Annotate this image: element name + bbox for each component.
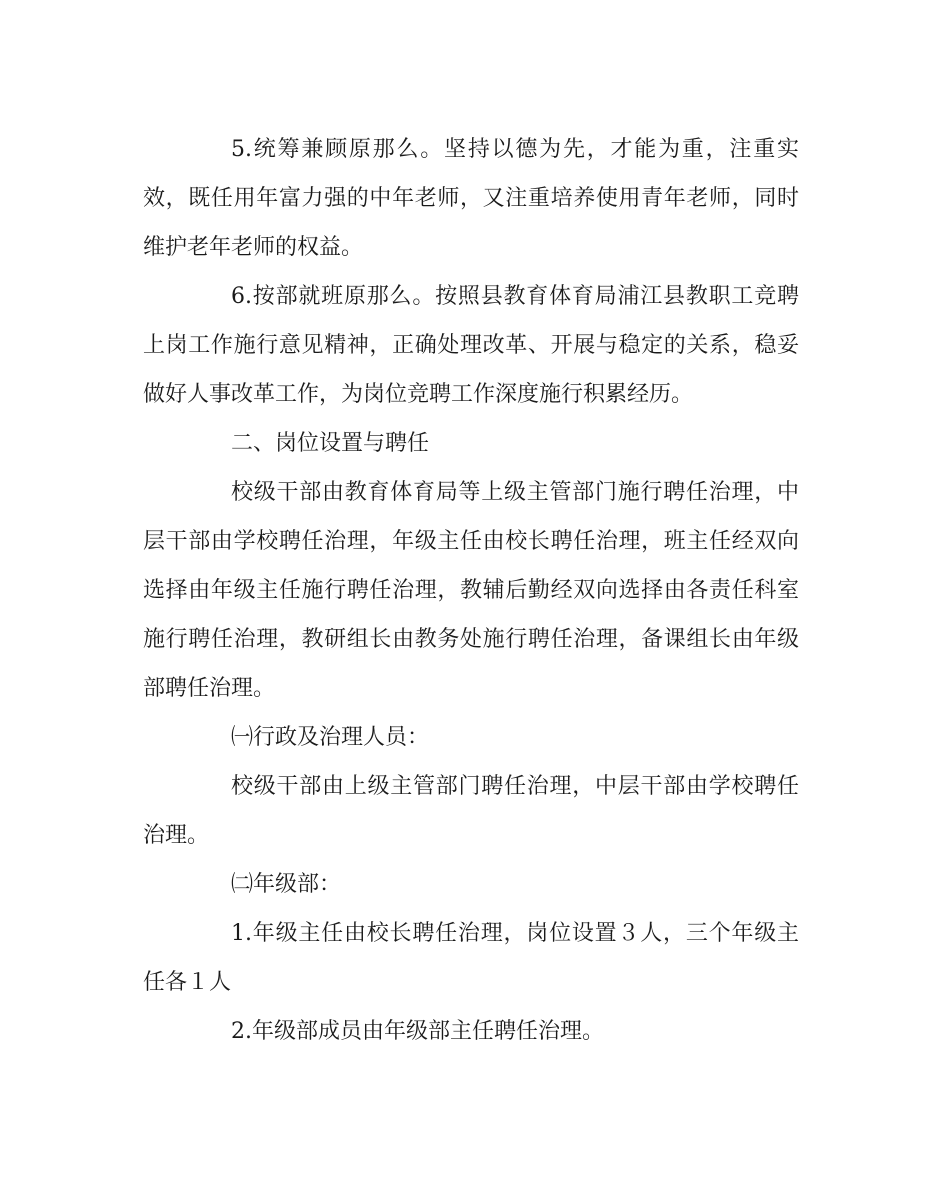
subheading-grade-department: ㈡年级部： <box>231 872 342 897</box>
paragraph-grade-item-2: 2.年级部成员由年级部主任聘任治理。 <box>231 1019 604 1044</box>
paragraph-grade-item-1: 1.年级主任由校长聘任治理，岗位设置３人，三个年级主任各１人 <box>143 921 799 995</box>
paragraph-principle-5: 5.统筹兼顾原那么。坚持以德为先，才能为重，注重实效，既任用年富力强的中年老师，又注重培养使用青年老师，同时维护老年老师的权益。 <box>143 137 799 260</box>
paragraph-administration: 校级干部由上级主管部门聘任治理，中层干部由学校聘任治理。 <box>143 774 799 848</box>
paragraph-appointment-overview: 校级干部由教育体育局等上级主管部门施行聘任治理，中层干部由学校聘任治理，年级主任由校长聘任治理，班主任经双向选择由年级主任施行聘任治理，教辅后勤经双向选择由各责任科室施行聘任治理，教研组长由教务处施行聘任治理，备课组长由年级部聘任治理。 <box>143 480 799 701</box>
subheading-administration: ㈠行政及治理人员： <box>231 725 430 750</box>
section-heading-2: 二、岗位设置与聘任 <box>231 431 430 456</box>
document-body <box>143 125 799 1056</box>
paragraph-principle-6: 6.按部就班原那么。按照县教育体育局浦江县教职工竞聘上岗工作施行意见精神，正确处理改革、开展与稳定的关系，稳妥做好人事改革工作，为岗位竞聘工作深度施行积累经历。 <box>143 284 799 407</box>
